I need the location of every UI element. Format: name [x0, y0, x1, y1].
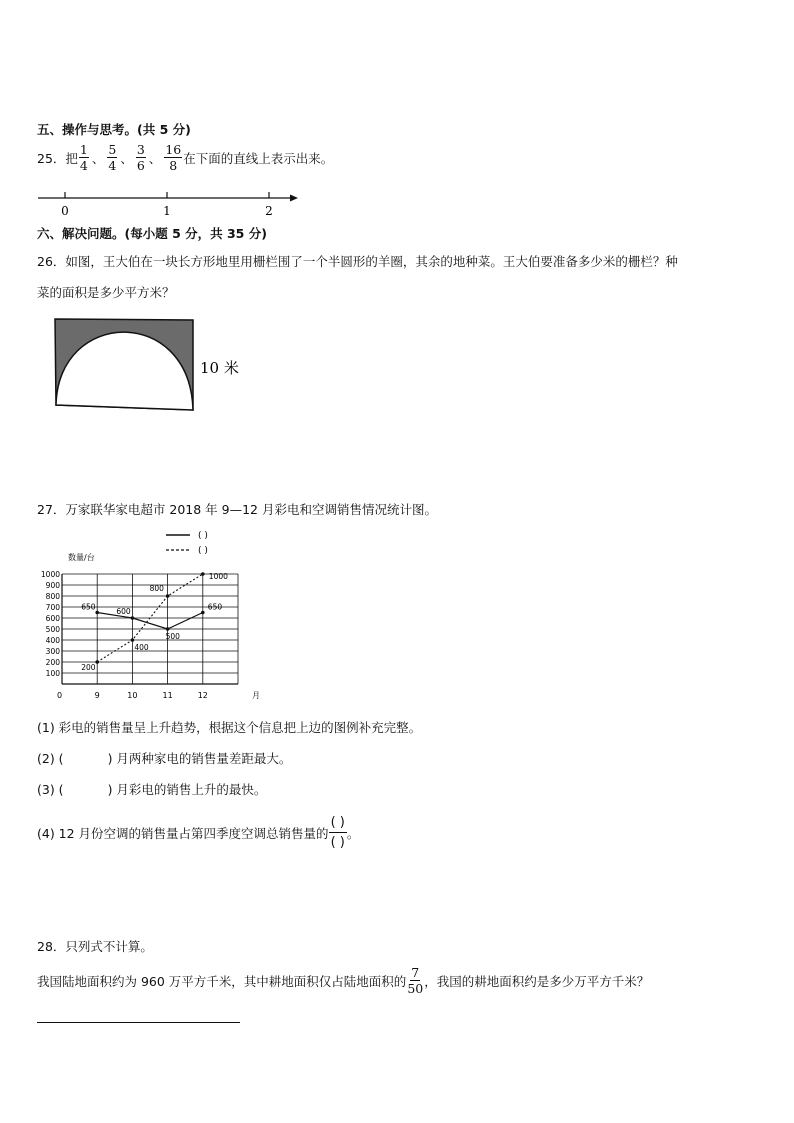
axis-label-0: 0: [61, 204, 69, 218]
q28-text: 我国陆地面积约为 960 万平方千米，其中耕地面积仅占陆地面积的 $\frac{7}{50}$ ，我国的耕地面积约是多少万平方千米？: [37, 965, 650, 996]
fraction-3: $\frac{3}{6}$: [136, 142, 145, 173]
data-point: [166, 594, 170, 598]
data-point: [131, 638, 135, 642]
y-tick-label: 900: [45, 581, 60, 590]
q27-sub-4: (4) 12 月份空调的销售量占第四季度空调总销售量的 $\frac{( )}{( )}$ 。: [37, 815, 360, 850]
legend-solid-label: ( ): [198, 531, 208, 541]
legend-dashed-label: ( ): [198, 546, 208, 556]
data-label: 650: [81, 602, 96, 612]
solid-series-line: [97, 613, 203, 630]
sales-line-chart: [40, 545, 270, 710]
data-label: 500: [165, 632, 180, 641]
q26-line-1: 26．如图，王大伯在一块长方形地里用栅栏围了一个半圆形的羊圈，其余的地种菜。王大伯要准备多少米的栅栏？种: [37, 254, 678, 269]
x-tick-label: 10: [127, 691, 138, 700]
data-point: [95, 660, 99, 664]
x-tick-label: 11: [162, 691, 173, 700]
section-6-heading: 六、解决问题。(每小题 5 分，共 35 分): [37, 226, 267, 241]
y-tick-label: 700: [45, 603, 60, 612]
q27-title: 27．万家联华家电超市 2018 年 9—12 月彩电和空调销售情况统计图。: [37, 502, 437, 517]
data-label: 400: [134, 643, 149, 652]
q25-suffix: 在下面的直线上表示出来。: [183, 150, 334, 166]
question-25: 25．把 $\frac{1}{4}$ 、 $\frac{5}{4}$ 、 $\frac{3}{6}$ 、 $\frac{16}{8}$ 在下面的直线上表示出来。: [37, 142, 334, 173]
axis-label-1: 1: [163, 204, 171, 218]
q27-sub-3: (3) ( ) 月彩电的销售上升的最快。: [37, 782, 267, 797]
data-point: [201, 572, 205, 576]
q28-fraction: $\frac{7}{50}$: [407, 965, 424, 996]
data-point: [95, 611, 99, 615]
y-tick-label: 1000: [40, 570, 60, 579]
dimension-label: 10 米: [200, 359, 239, 377]
footnote-divider: [37, 1022, 240, 1023]
fraction-4: $\frac{16}{8}$: [165, 142, 182, 173]
y-tick-label: 300: [45, 647, 60, 656]
x-tick-label: 12: [197, 691, 208, 700]
data-label: 1000: [208, 572, 228, 581]
q25-prefix: 25．把: [37, 150, 78, 166]
data-label: 200: [81, 663, 96, 672]
semicircle-figure: [50, 315, 250, 415]
number-line: [30, 188, 310, 222]
y-tick-label: 100: [45, 669, 60, 678]
data-label: 600: [116, 607, 131, 616]
y-tick-label: 200: [45, 658, 60, 667]
q27-sub-1: (1) 彩电的销售量呈上升趋势，根据这个信息把上边的图例补充完整。: [37, 720, 422, 735]
y-tick-label: 600: [45, 614, 60, 623]
fraction-1: $\frac{1}{4}$: [79, 142, 88, 173]
y-tick-label: 500: [45, 625, 60, 634]
y-tick-label: 400: [45, 636, 60, 645]
section-5-heading: 五、操作与思考。(共 5 分): [37, 122, 191, 137]
q28-title: 28．只列式不计算。: [37, 939, 153, 954]
fraction-2: $\frac{5}{4}$: [108, 142, 117, 173]
y-axis-label: 数量/台: [68, 553, 95, 562]
axis-label-2: 2: [265, 204, 273, 218]
y-tick-label: 800: [45, 592, 60, 601]
answer-fraction-blank[interactable]: $\frac{( )}{( )}$: [330, 815, 345, 850]
data-point: [166, 627, 170, 631]
data-label: 650: [207, 602, 223, 612]
x-tick-label: 9: [94, 691, 100, 700]
x-axis-label: 月: [252, 691, 260, 700]
q27-sub-2: (2) ( ) 月两种家电的销售量差距最大。: [37, 751, 292, 766]
q26-line-2: 菜的面积是多少平方米？: [37, 285, 175, 300]
origin-label: 0: [57, 691, 63, 700]
data-label: 800: [149, 584, 164, 593]
data-point: [201, 611, 205, 615]
data-point: [131, 616, 135, 620]
